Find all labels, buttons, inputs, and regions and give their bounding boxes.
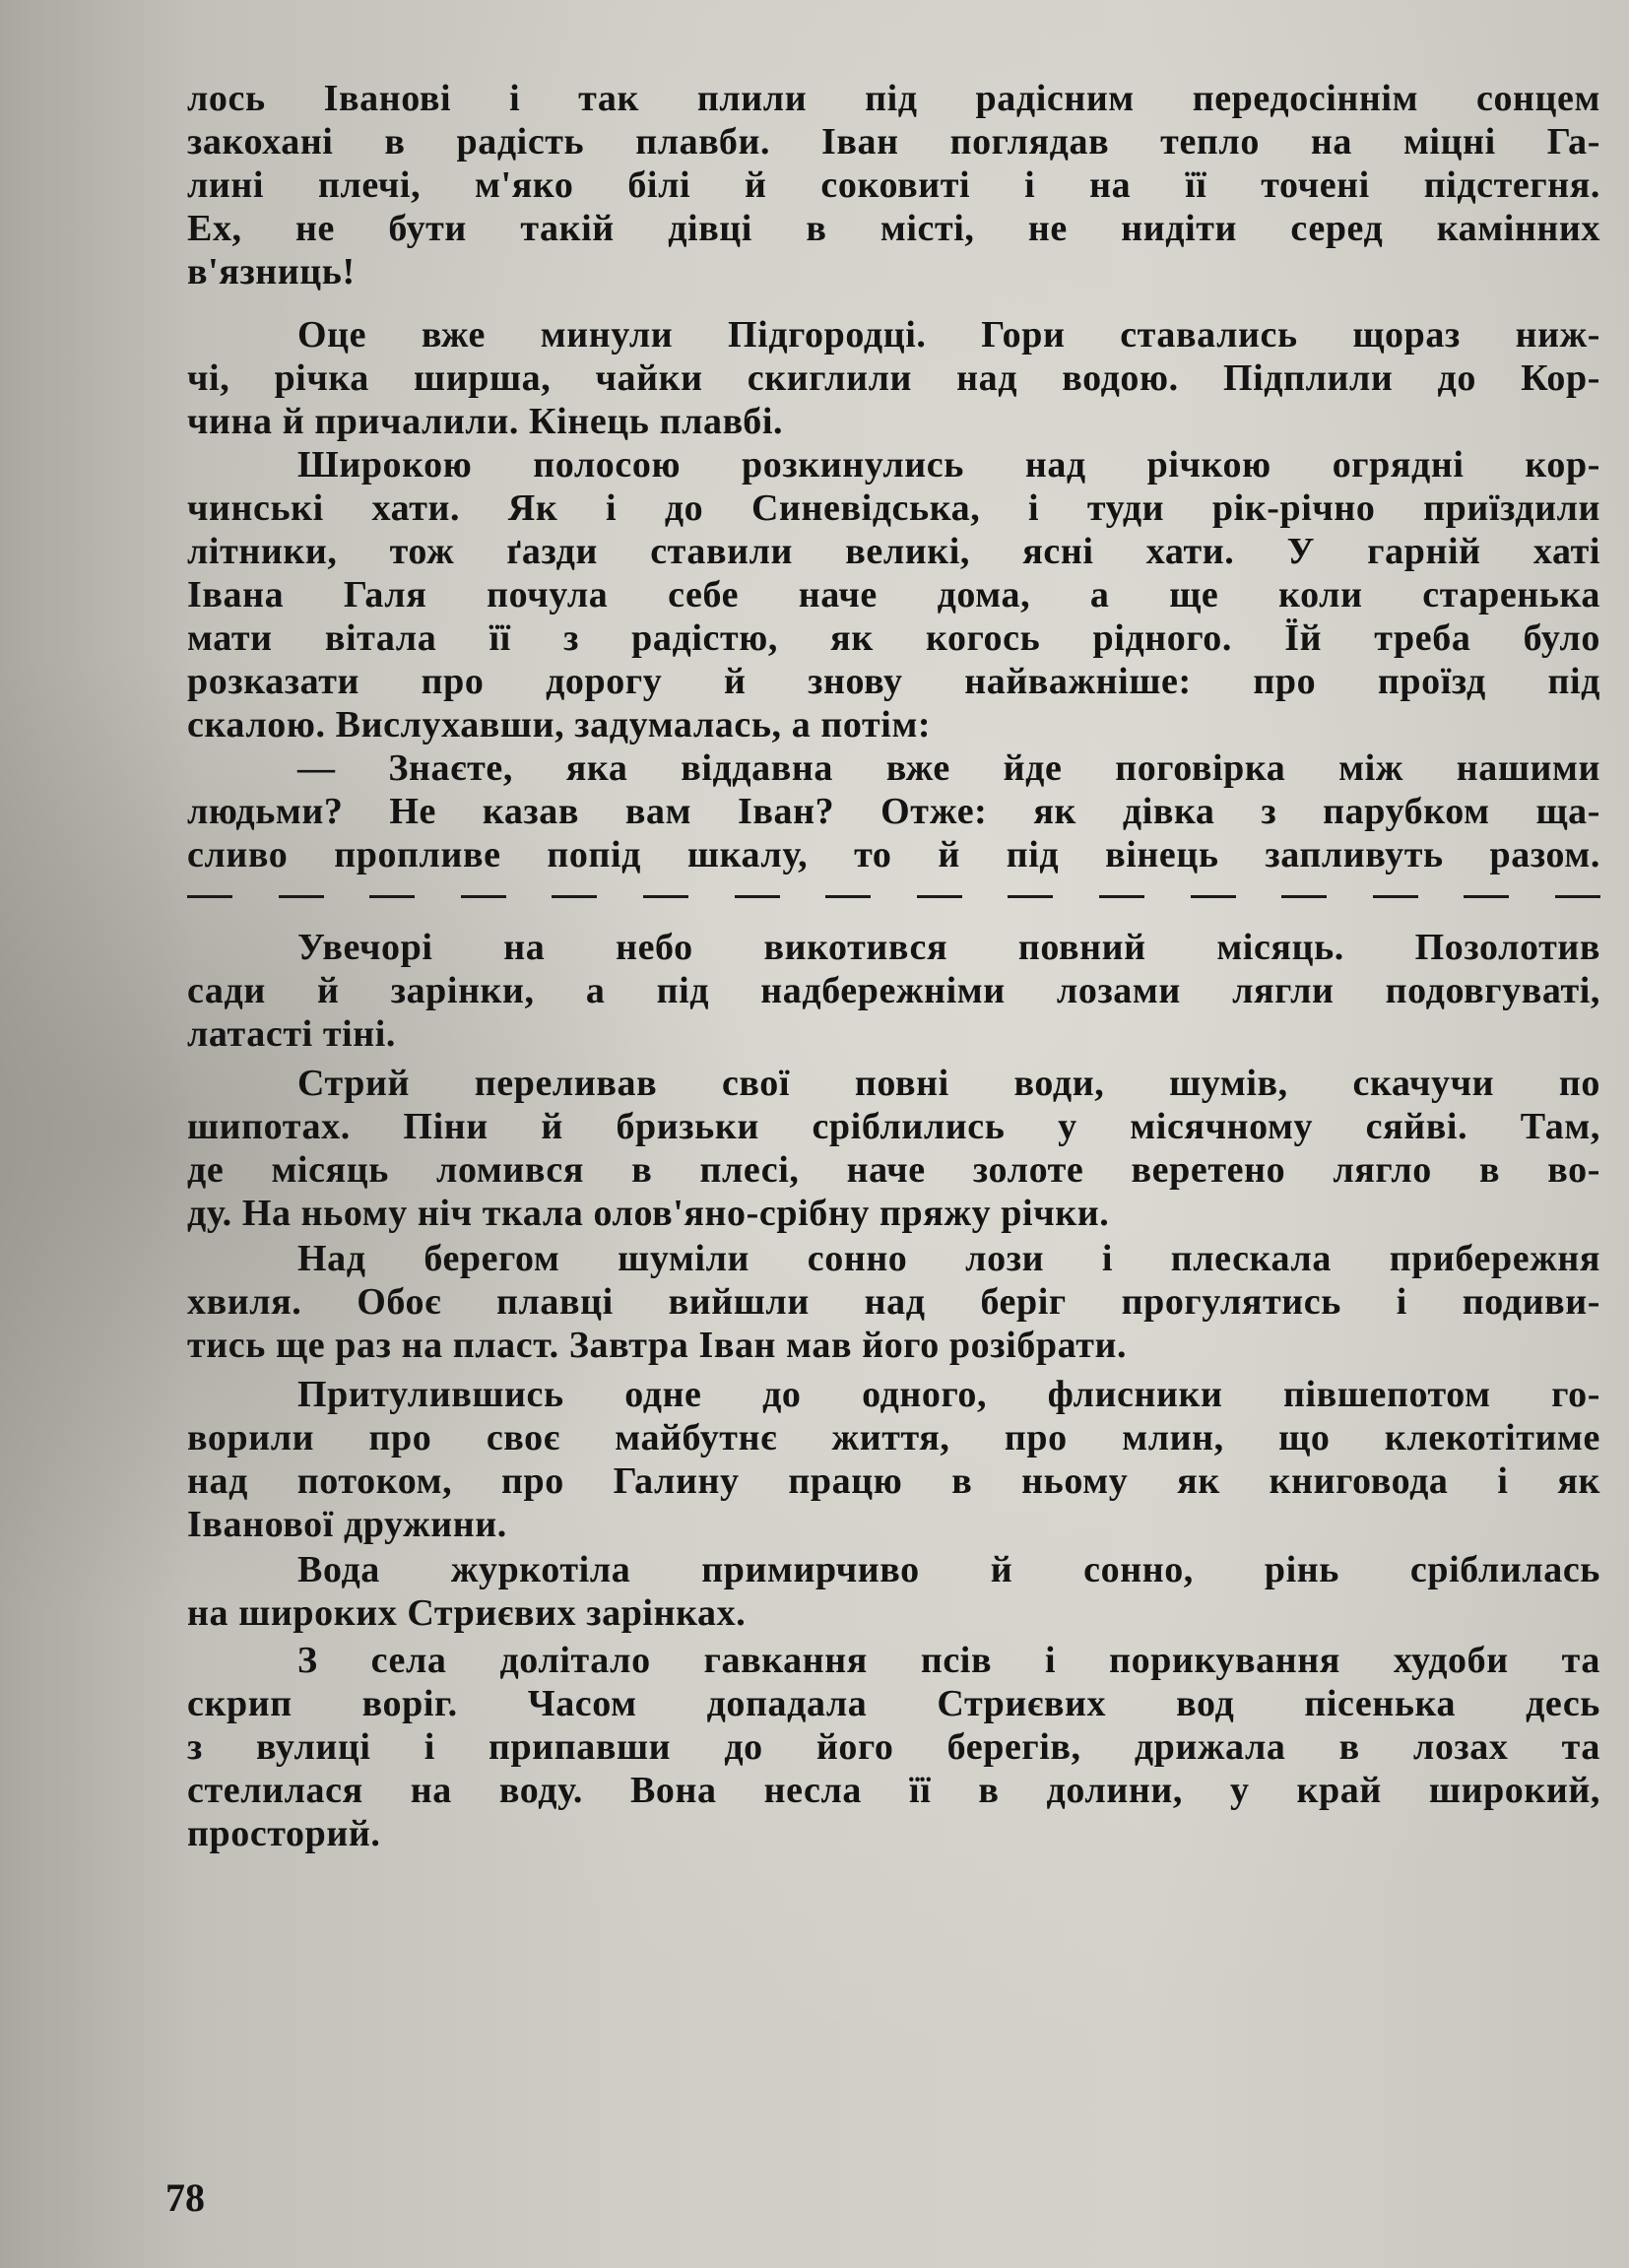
text-line: чина й причалили. Кінець плавбі.	[187, 401, 784, 442]
text-line: ворили про своє майбутнє життя, про млин, що клекотітиме	[187, 1417, 1600, 1458]
text-line: сади й зарінки, а під надбережніми лозами лягли подовгуваті,	[187, 970, 1600, 1011]
text-line: ду. На ньому ніч ткала олов'яно-срібну пряжу річки.	[187, 1193, 1110, 1234]
paragraph-start-line: З села долітало гавкання псів і порикування худоби та	[297, 1640, 1600, 1681]
text-line: чинські хати. Як і до Синевідська, і туди рік-річно приїздили	[187, 487, 1600, 529]
paragraph-start-line: Над берегом шуміли сонно лози і плескала прибережня	[297, 1238, 1600, 1279]
text-line: чі, річка ширша, чайки скиглили над водою. Підплили до Кор-	[187, 357, 1600, 399]
text-line: над потоком, про Галину працю в ньому як книговода і як	[187, 1460, 1600, 1502]
text-line: скрип воріг. Часом допадала Стриєвих вод пісенька десь	[187, 1683, 1600, 1724]
text-line: на широких Стриєвих зарінках.	[187, 1592, 747, 1634]
text-line: стелилася на воду. Вона несла її в долини, у край широкий,	[187, 1770, 1600, 1811]
text-line: латасті тіні.	[187, 1013, 397, 1055]
text-line: Іванової дружини.	[187, 1504, 507, 1545]
paragraph-start-line: Увечорі на небо викотився повний місяць. Позолотив	[297, 927, 1600, 968]
text-line: в'язниць!	[187, 251, 356, 292]
text-line: Івана Галя почула себе наче дома, а ще коли старенька	[187, 574, 1600, 616]
text-line: Ех, не бути такій дівці в місті, не нидіти серед камінних	[187, 208, 1600, 249]
paragraph-start-line: Широкою полосою розкинулись над річкою огрядні кор-	[297, 444, 1600, 486]
text-line: шипотах. Піни й бризьки сріблились у місячному сяйві. Там,	[187, 1106, 1600, 1147]
section-break-dashes	[187, 875, 1600, 918]
text-line: літники, тож ґазди ставили великі, ясні хати. У гарній хаті	[187, 531, 1600, 572]
text-line: просторий.	[187, 1813, 381, 1854]
text-line: людьми? Не казав вам Іван? Отже: як дівка з парубком ща-	[187, 791, 1600, 832]
text-line: сливо пропливе попід шкалу, то й під вінець запливуть разом.	[187, 834, 1600, 875]
text-line: з вулиці і припавши до його берегів, дрижала в лозах та	[187, 1726, 1600, 1768]
paragraph-start-line: Вода журкотіла примирчиво й сонно, рінь сріблилась	[297, 1549, 1600, 1590]
page-number: 78	[165, 2175, 205, 2220]
paragraph-start-line: Стрий переливав свої повні води, шумів, скачучи по	[297, 1063, 1600, 1104]
paragraph-start-line: — Знаєте, яка віддавна вже йде поговірка між нашими	[297, 747, 1600, 789]
text-line: де місяць ломився в плесі, наче золоте веретено лягло в во-	[187, 1149, 1600, 1191]
text-line: мати вітала її з радістю, як когось рідного. Їй треба було	[187, 617, 1600, 659]
text-line: лині плечі, м'яко білі й соковиті і на її точені підстегня.	[187, 164, 1600, 206]
text-line: хвиля. Обоє плавці вийшли над беріг прогулятись і подиви-	[187, 1281, 1600, 1323]
text-line: закохані в радість плавби. Іван поглядав тепло на міцні Га-	[187, 121, 1600, 162]
paragraph-start-line: Оце вже минули Підгородці. Гори ставались щораз ниж-	[297, 314, 1600, 356]
text-line: лось Іванові і так плили під радісним передосіннім сонцем	[187, 78, 1600, 119]
text-line: тись ще раз на пласт. Завтра Іван мав його розібрати.	[187, 1325, 1128, 1366]
text-line: розказати про дорогу й знову найважніше: про проїзд під	[187, 661, 1600, 702]
text-line: скалою. Вислухавши, задумалась, а потім:	[187, 704, 932, 745]
paragraph-start-line: Притулившись одне до одного, флисники півшепотом го-	[297, 1374, 1600, 1415]
